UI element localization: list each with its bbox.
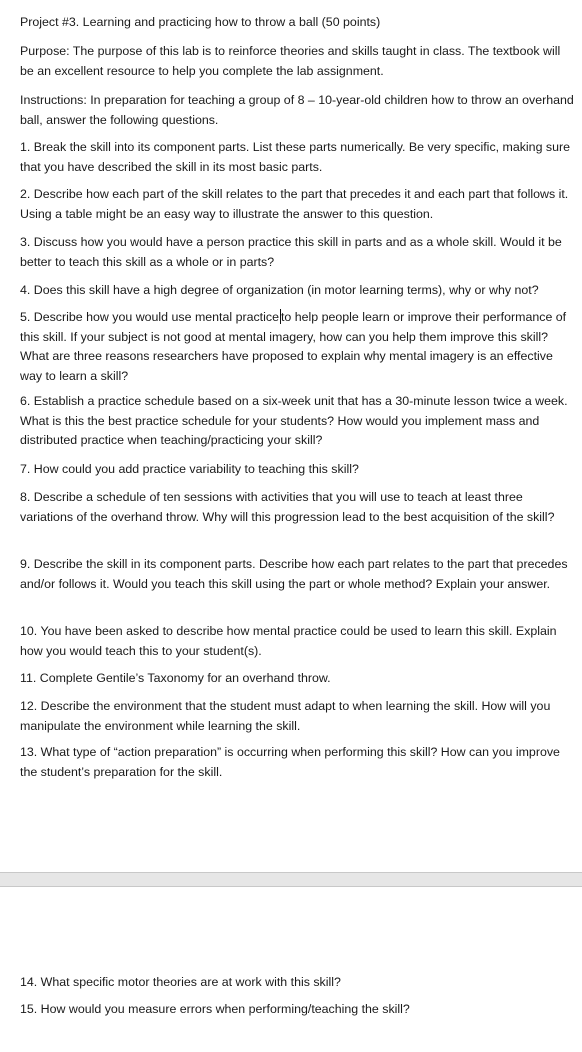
question-9: 9. Describe the skill in its component parts. Describe how each part relates to the part that precedes and/or follows it. Would you teach this skill using the part or whole method? Explain your answer. (20, 557, 568, 591)
question-8: 8. Describe a schedule of ten sessions with activities that you will use to teach at least three variations of the overhand throw. Why will this progression lead to the best acquisition of the skill? (20, 490, 555, 524)
question-10: 10. You have been asked to describe how mental practice could be used to learn this skill. Explain how you would teach this to your student(s). (20, 624, 557, 658)
question-15: 15. How would you measure errors when performing/teaching the skill? (20, 1002, 410, 1016)
question-1: 1. Break the skill into its component parts. List these parts numerically. Be very specific, making sure that you have described the skill in its most basic parts. (20, 140, 571, 174)
question-4: 4. Does this skill have a high degree of organization (in motor learning terms), why or why not? (20, 283, 539, 297)
document-title: Project #3. Learning and practicing how to throw a ball (50 points) (20, 15, 381, 29)
question-6: 6. Establish a practice schedule based on a six-week unit that has a 30-minute lesson twice a week. What is this the best practice schedule for your students? How would you implement mass and distributed practice when teaching/practicing your skill? (20, 394, 568, 447)
purpose-paragraph: Purpose: The purpose of this lab is to reinforce theories and skills taught in class. The textbook will be an excellent resource to help you complete the lab assignment. (20, 44, 561, 78)
instructions-paragraph: Instructions: In preparation for teaching a group of 8 – 10-year-old children how to throw an overhand ball, answer the following questions. (20, 93, 574, 127)
document-page-2 (0, 887, 582, 1052)
question-11: 11. Complete Gentile’s Taxonomy for an overhand throw. (20, 671, 331, 685)
question-3: 3. Discuss how you would have a person practice this skill in parts and as a whole skill. Would it be better to teach this skill as a whole or in parts? (20, 235, 562, 269)
question-2: 2. Describe how each part of the skill relates to the part that precedes it and each part that follows it. Using a table might be an easy way to illustrate the answer to this question. (20, 187, 569, 221)
question-5-part-a: 5. Describe how you would use mental practice (20, 310, 279, 324)
question-14: 14. What specific motor theories are at work with this skill? (20, 975, 341, 989)
question-12: 12. Describe the environment that the student must adapt to when learning the skill. How will you manipulate the environment while learning the skill. (20, 699, 551, 733)
page-separator (0, 872, 582, 887)
question-7: 7. How could you add practice variability to teaching this skill? (20, 462, 359, 476)
question-5-part-b: to help people learn or improve their performance of this skill. If your subject is not good at mental imagery, how can you help them improve this skill? What are three reasons researchers have proposed to explain why mental imagery is an effective way to learn a skill? (20, 310, 567, 383)
question-13: 13. What type of “action preparation” is occurring when performing this skill? How can you improve the student’s preparation for the skill. (20, 745, 560, 779)
question-5[interactable] (20, 308, 576, 386)
